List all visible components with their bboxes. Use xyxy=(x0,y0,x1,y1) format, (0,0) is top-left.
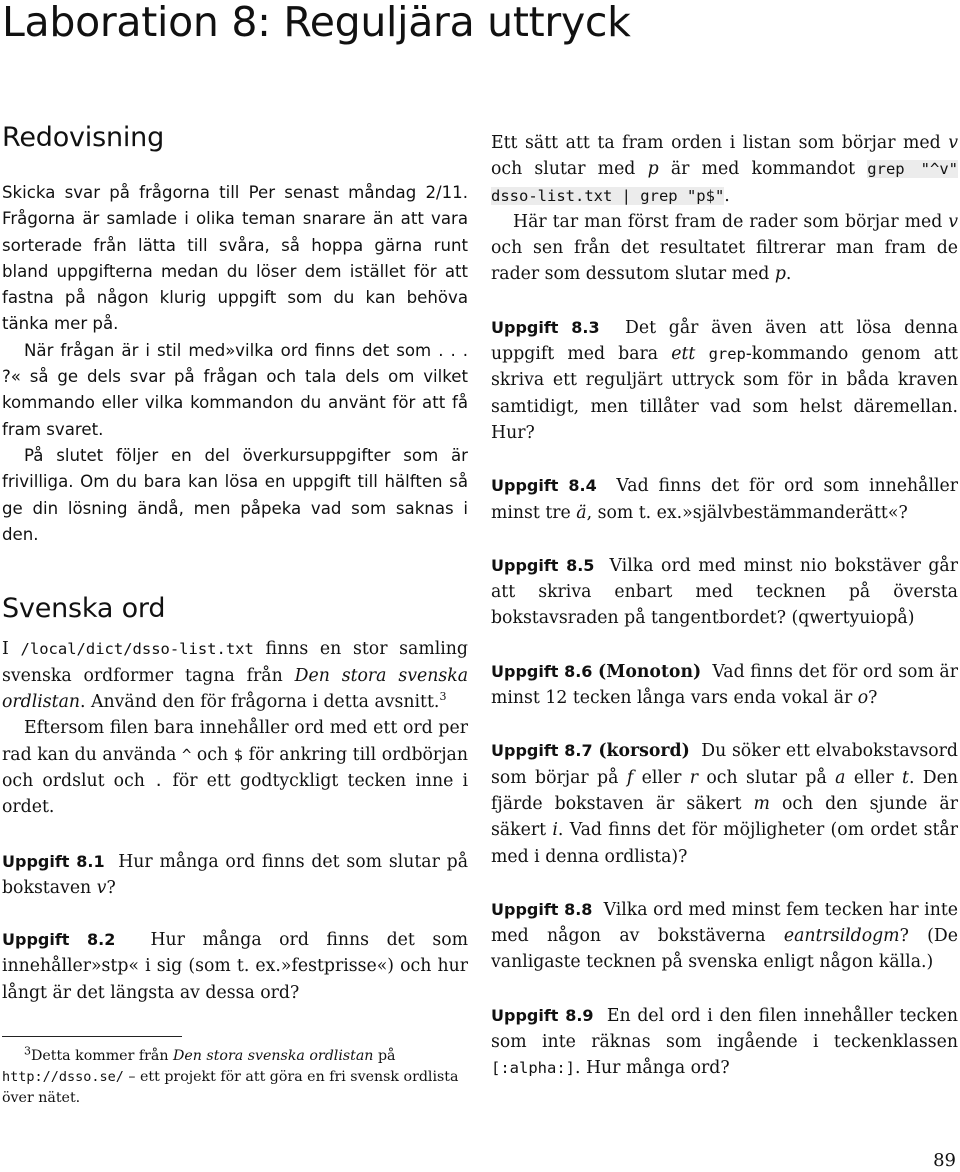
task-8-7: Uppgift 8.7 (korsord) Du söker ett elvabokstavsord som börjar på f eller r och slutar på a eller t. Den fjärde bokstaven är säkert m och den sjunde är säkert i. Vad finns det för möjligheter (om ordet står med i denna ordlista)? xyxy=(491,741,959,867)
redovisning-paragraph-1: Skicka svar på frågorna till Per senast måndag 2/11. Frågorna är samlade i olika teman snarare än att vara sorterade från lätta till svåra, så hoppa gärna runt bland uppgifterna medan du löser dem istället för att fastna på någon klurig uppgift som du kan behöva tänka mer på. xyxy=(2,183,468,334)
section-heading-redovisning: Redovisning xyxy=(2,122,165,153)
task-8-5: Uppgift 8.5 Vilka ord med minst nio bokstäver går att skriva enbart med tecknen på översta bokstavsraden på tangentbordet? (qwertyuiopå) xyxy=(491,555,958,629)
intro-paragraph-2: Här tar man först fram de rader som börjar med v och sen från det resultatet filtrerar man fram de rader som dessutom slutar med p. xyxy=(491,211,958,285)
task-8-9: Uppgift 8.9 En del ord i den filen innehåller tecken som inte räknas som ingående i teckenklassen [:alpha:]. Hur många ord? xyxy=(491,1005,958,1079)
intro-paragraph: Ett sätt att ta fram orden i listan som börjar med v och slutar med p är med kommandot grep "^v" dsso-list.txt | grep "p$". xyxy=(491,133,959,206)
svenska-paragraph-1: I /local/dict/dsso-list.txt finns en stor samling svenska ordformer tagna från Den stora svenska ordlistan. Använd den för frågorna i detta avsnitt.$^3$ xyxy=(2,639,468,713)
left-column xyxy=(2,180,468,1006)
right-column xyxy=(491,130,958,1082)
task-8-2: Uppgift 8.2 Hur många ord finns det som innehåller»stp« i sig (som t. ex.»festprisse«) och hur långt är det längsta av dessa ord? xyxy=(2,930,468,1003)
svenska-paragraph-2: Eftersom filen bara innehåller ord med ett ord per rad kan du använda ^ och $ för ankring till ordbörjan och ordslut och . för ett godtyckligt tecken inne i ordet. xyxy=(2,718,468,818)
redovisning-paragraph-2: När frågan är i stil med»vilka ord finns det som . . . ?« så ge dels svar på frågan och tala dels om vilket kommando eller vilka kommandon du använt för att få fram svaret. xyxy=(2,340,468,439)
page-number: 89 xyxy=(933,1150,956,1171)
page-title: Laboration 8: Reguljära uttryck xyxy=(2,0,631,46)
footnote-rule xyxy=(2,1036,182,1037)
dict-path: /local/dict/dsso-list.txt xyxy=(20,640,254,659)
example-command: grep "^v" dsso-list.txt | grep "p$" xyxy=(491,160,959,205)
section-heading-svenska-ord: Svenska ord xyxy=(2,593,166,625)
redovisning-paragraph-3: På slutet följer en del överkursuppgifter som är frivilliga. Om du bara kan lösa en uppgift till hälften så ge din lösning ändå, men påpeka vad som saknas i den. xyxy=(2,445,468,544)
task-8-4: Uppgift 8.4 Vad finns det för ord som innehåller minst tre ä, som t. ex.»självbestämmanderätt«? xyxy=(491,476,958,523)
task-8-6: Uppgift 8.6 (Monoton) Vad finns det för ord som är minst 12 tecken långa vars enda vokal är o? xyxy=(491,661,958,709)
footnote-ref: 3 xyxy=(439,690,447,704)
task-8-8: Uppgift 8.8 Vilka ord med minst fem tecken har inte med någon av bokstäverna eantrsildogm? (De vanligaste tecknen på svenska enligt någon källa.) xyxy=(491,899,959,973)
footnote: $^3$Detta kommer från Den stora svenska ordlistan på http://dsso.se/ – ett projekt för att göra en fri svensk ordlista över nätet. xyxy=(2,1044,459,1106)
task-8-1: Uppgift 8.1 Hur många ord finns det som slutar på bokstaven v? xyxy=(2,851,468,898)
task-8-3: Uppgift 8.3 Det går även även att lösa denna uppgift med bara ett grep-kommando genom att skriva ett reguljärt uttryck som för in båda kraven samtidigt, men tillåter vad som helst däremellan. Hur? xyxy=(491,317,959,443)
footnote-url: http://dsso.se/ xyxy=(2,1069,124,1085)
